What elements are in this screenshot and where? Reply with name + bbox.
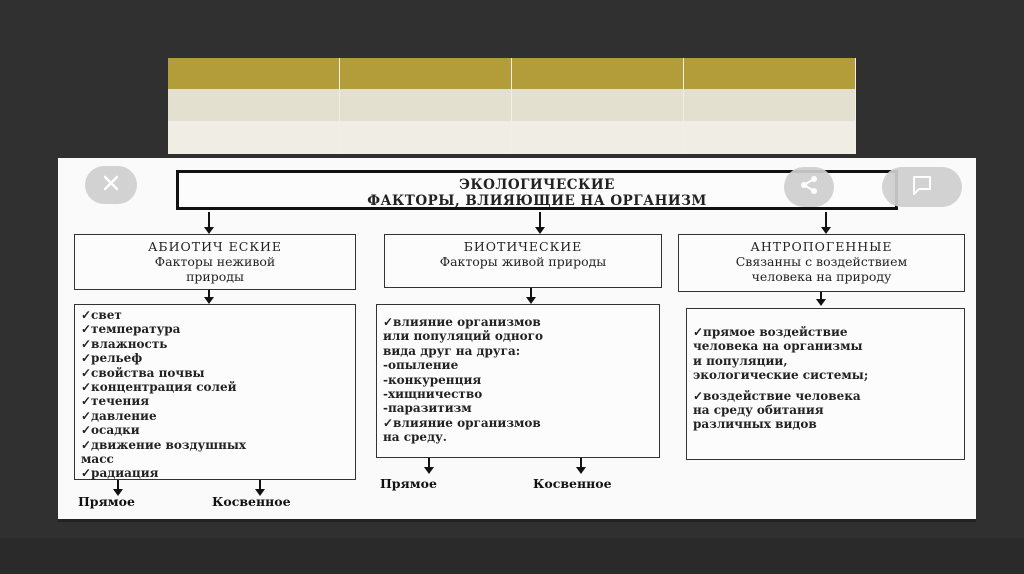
share-button[interactable] xyxy=(784,167,834,207)
abiotic-box xyxy=(74,234,356,290)
abiotic-desc: Факторы неживой xyxy=(154,254,276,269)
list-item: или популяций одного xyxy=(383,329,544,344)
biotic-direct-label: Прямое xyxy=(380,476,437,491)
biotic-box xyxy=(384,234,662,288)
table-cell xyxy=(512,121,684,154)
title-line-2: ФАКТОРЫ, ВЛИЯЮЩИЕ НА ОРГАНИЗМ xyxy=(367,193,707,209)
anthropogenic-list xyxy=(686,308,965,460)
flag-button[interactable] xyxy=(882,167,962,207)
header-table xyxy=(168,58,856,154)
list-item: -паразитизм xyxy=(383,401,472,416)
biotic-list xyxy=(376,304,660,458)
anthropogenic-title: АНТРОПОГЕННЫЕ xyxy=(750,239,893,254)
arrow-to-biotic xyxy=(539,212,541,228)
abiotic-title: АБИОТИЧ ЕСКИЕ xyxy=(147,239,283,254)
biotic-desc: Факторы живой природы xyxy=(439,254,607,269)
table-cell xyxy=(684,89,856,121)
table-header-cell xyxy=(340,58,512,89)
anthropogenic-desc-2: человека на природу xyxy=(751,269,892,284)
title-line-1: ЭКОЛОГИЧЕСКИЕ xyxy=(459,177,615,193)
table-header-cell xyxy=(168,58,340,89)
list-item: ✓концентрация солей xyxy=(81,380,237,395)
biotic-title: БИОТИЧЕСКИЕ xyxy=(463,239,583,254)
list-item: ✓температура xyxy=(81,322,181,337)
list-item: различных видов xyxy=(693,417,817,432)
share-icon xyxy=(798,174,820,200)
list-item: ✓осадки xyxy=(81,423,140,438)
arrow-biotic-indirect xyxy=(580,458,582,468)
list-item: ✓прямое воздействие xyxy=(693,325,848,339)
list-item: ✓свет xyxy=(81,308,122,322)
list-item: вида друг на друга: xyxy=(383,343,521,358)
arrow-abiotic-indirect xyxy=(259,480,261,490)
list-item: масс xyxy=(81,452,114,467)
table-header-cell xyxy=(684,58,856,89)
arrow-to-anthropogenic xyxy=(825,212,827,228)
list-item: -опыление xyxy=(383,358,459,373)
flag-icon xyxy=(911,174,933,200)
list-item: -хищничество xyxy=(383,387,483,402)
list-item: человека на организмы xyxy=(693,339,863,354)
list-item: на среду обитания xyxy=(693,403,824,418)
list-item: ✓течения xyxy=(81,394,150,409)
close-icon xyxy=(101,173,121,197)
anthropogenic-desc: Связанны с воздействием xyxy=(735,254,908,269)
table-cell xyxy=(168,89,340,121)
abiotic-list xyxy=(74,304,356,480)
list-item: ✓свойства почвы xyxy=(81,365,205,380)
table-cell xyxy=(512,89,684,121)
list-item: ✓радиация xyxy=(81,466,159,481)
table-cell xyxy=(684,121,856,154)
list-item: ✓влияние организмов xyxy=(383,415,541,430)
arrow-biotic-list xyxy=(530,288,532,298)
table-cell xyxy=(340,121,512,154)
list-item: ✓рельеф xyxy=(81,351,143,366)
abiotic-indirect-label: Косвенное xyxy=(212,494,291,509)
close-button[interactable] xyxy=(85,166,137,204)
arrow-to-abiotic xyxy=(208,212,210,228)
diagram-baseline xyxy=(58,519,976,522)
arrow-abiotic-direct xyxy=(117,480,119,490)
table-cell xyxy=(340,89,512,121)
list-item: ✓воздействие человека xyxy=(693,388,861,403)
abiotic-desc-2: природы xyxy=(186,269,244,284)
abiotic-direct-label: Прямое xyxy=(78,494,135,509)
list-item: на среду. xyxy=(383,430,447,445)
list-item: и популяции, xyxy=(693,353,788,368)
arrow-abiotic-list xyxy=(208,290,210,298)
biotic-indirect-label: Косвенное xyxy=(533,476,612,491)
table-cell xyxy=(168,121,340,154)
arrow-biotic-direct xyxy=(428,458,430,468)
list-item: ✓давление xyxy=(81,408,157,423)
bottom-bar xyxy=(0,538,1024,574)
anthropogenic-box xyxy=(678,234,965,292)
list-item: ✓влажность xyxy=(81,336,168,351)
list-item: ✓движение воздушных xyxy=(81,437,247,452)
list-item: экологические системы; xyxy=(693,368,869,383)
list-item: ✓влияние организмов xyxy=(383,315,541,329)
table-header-cell xyxy=(512,58,684,89)
arrow-anthropogenic-list xyxy=(820,292,822,300)
list-item: -конкуренция xyxy=(383,372,482,387)
